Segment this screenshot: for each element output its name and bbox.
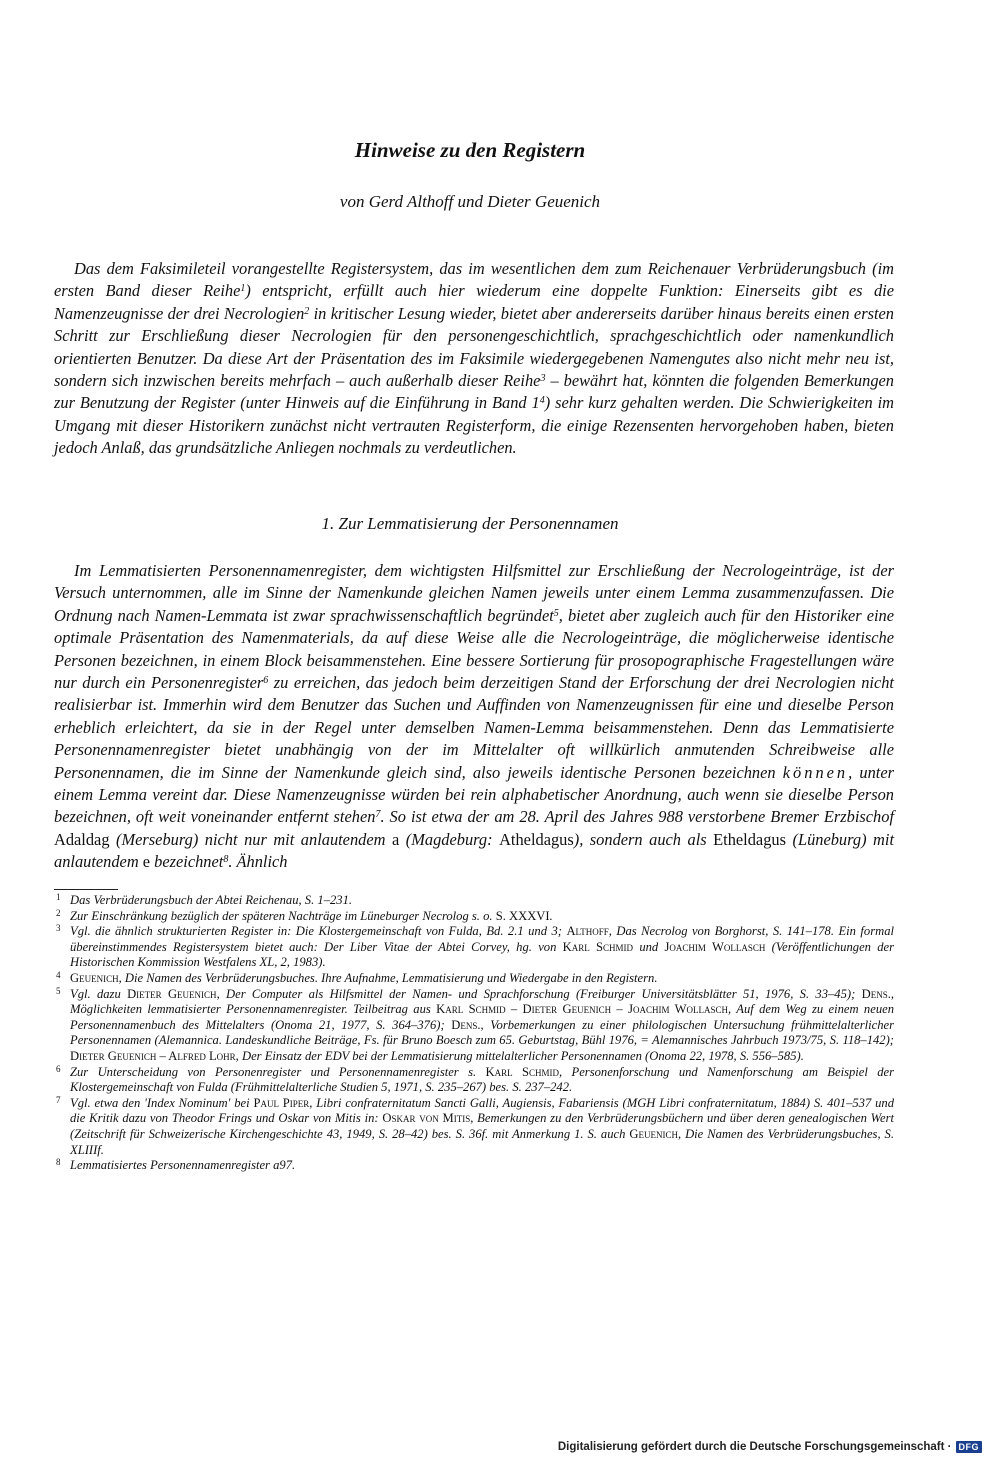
text-run: , Auf dem Weg zu einem neuen Personennamenbuch des Mittelalters (Onoma 21, 1977, S. 364–376);	[70, 1002, 895, 1032]
text-run: Vgl. die ähnlich strukturierten Register in: Die Klostergemeinschaft von Fulda, Bd. 2.1 und 3;	[70, 924, 567, 939]
page-title: Hinweise zu den Registern	[354, 138, 586, 162]
text-run: Lemmatisiertes Personennamenregister a97.	[70, 1158, 296, 1173]
footnote-marker: 5	[553, 607, 559, 619]
footnote-marker: 6	[263, 675, 269, 687]
text-run: ), sondern auch als	[573, 829, 714, 849]
footnote-number: 1	[56, 892, 61, 902]
text-run: .	[549, 908, 553, 923]
text-run: Im Lemmatisierten Personennamenregister, dem wichtigsten Hilfsmittel zur Erschließung der Necrologeinträge, ist der Versuch unternommen, alle im Sinne der Namenkunde gleichen Namen jeweils unter einem Lemma zusammenzufassen. Die Ordnung nach Namen-Lemmata ist zwar sprachwissenschaftlich begründet	[54, 561, 894, 625]
text-run: Zur Einschränkung bezüglich der späteren Nachträge im Lüneburger Necrolog s. o.	[70, 908, 496, 923]
text-run: Vgl. dazu	[70, 986, 128, 1001]
text-run: , unter einem Lemma vereint dar. Diese Namenzeugnisse würden bei rein alphabetischer Anordnung, auch wenn sie dieselbe Person bezeichnen, oft weit voneinander entfernt stehen	[54, 762, 895, 827]
author-name: Althoff	[566, 924, 609, 939]
text-run: (Lüneburg) mit anlautendem	[54, 829, 895, 872]
footnote	[54, 1158, 894, 1174]
author-name: Geuenich	[629, 1126, 678, 1141]
intro-section	[54, 258, 894, 460]
author-name: Karl Schmid	[562, 939, 634, 954]
authors-line: von Gerd Althoff und Dieter Geuenich	[339, 192, 601, 211]
footnote-marker: 4	[539, 395, 545, 407]
footnote	[54, 893, 894, 909]
text-run: . So ist etwa der am 28. April des Jahres 988 verstorbene Bremer Erzbischof	[380, 807, 894, 827]
dfg-logo: DFG	[956, 1441, 983, 1453]
text-run: – bewährt hat, könnten die folgenden Bemerkungen zur Benutzung der Register (unter Hinweis auf die Einführung in Band 1	[54, 371, 894, 413]
footnote-number: 2	[56, 907, 61, 918]
source-name: a	[391, 829, 400, 849]
text-run: , Der Einsatz der EDV bei der Lemmatisierung mittelalterlicher Personennamen (Onoma 22, 1978, S. 556–585).	[235, 1048, 804, 1063]
text-run: , Möglichkeiten lemmatisierter Personennamenregister. Teilbeitrag aus	[70, 986, 895, 1017]
footnote-divider	[54, 889, 118, 890]
footnote-number: 7	[56, 1094, 61, 1105]
text-run: (Merseburg) nicht nur mit anlautendem	[109, 829, 392, 849]
body-paragraph	[54, 560, 894, 874]
footnote-number: 3	[56, 923, 61, 934]
source-name: S. XXXVI	[495, 908, 550, 923]
author-name: Dieter Geuenich	[127, 986, 217, 1001]
source-name: e	[142, 852, 151, 872]
intro-paragraph	[54, 258, 894, 460]
text-run: bezeichnet	[150, 852, 224, 872]
text-run: Vgl. etwa den 'Index Nominum' bei	[70, 1095, 254, 1110]
source-name: Atheldagus	[499, 829, 574, 849]
text-run: , Der Computer als Hilfsmittel der Namen- und Sprachforschung (Freiburger Universitätsblätter 51, 1976, S. 33–45);	[216, 986, 862, 1001]
text-run: , Die Namen des Verbrüderungsbuches. Ihre Aufnahme, Lemmatisierung und Wiedergabe in den Registern.	[118, 970, 658, 985]
author-name: Joachim Wollasch	[664, 939, 766, 954]
footnotes	[54, 893, 894, 1174]
footer-text: Digitalisierung gefördert durch die Deutsche Forschungsgemeinschaft ·	[557, 1441, 952, 1453]
footnote	[54, 909, 894, 925]
footnote	[54, 971, 894, 987]
spaced-emphasis: können	[782, 762, 849, 782]
author-name: Dens.	[451, 1017, 481, 1032]
footnote-marker: 2	[304, 305, 310, 317]
text-run: , Die Namen des Verbrüderungsbuches, S. XLIIIf.	[70, 1126, 895, 1157]
footnote-number: 4	[56, 969, 61, 980]
source-name: Adaldag	[54, 829, 110, 849]
source-name: Etheldagus	[713, 829, 786, 849]
text-run: (Magdeburg:	[399, 829, 500, 849]
text-run: Das dem Faksimileteil vorangestellte Registersystem, das im wesentlichen dem zum Reichenauer Verbrüderungsbuch (im ersten Band dieser Reihe	[54, 259, 894, 301]
text-run: , Personenforschung und Namenforschung am Beispiel der Klostergemeinschaft von Fulda (Frühmittelalterliche Studien 5, 1971, S. 235–267) bes. S. 237–242.	[70, 1064, 895, 1095]
author-name: Geuenich	[70, 970, 119, 985]
text-run: Zur Unterscheidung von Personenregister und Personennamenregister s.	[70, 1064, 486, 1079]
text-run: Das Verbrüderungsbuch der Abtei Reichenau, S. 1–231.	[70, 893, 353, 907]
footnote	[54, 1096, 894, 1158]
footnote-marker: 7	[375, 809, 381, 821]
text-run: ) sehr kurz gehalten werden. Die Schwierigkeiten im Umgang mit dieser Historikern zunächst nicht vertrauten Registerform, die einige Rezensenten hervorgehoben haben, bieten jedoch Anlaß, das grundsätzliche Anliegen nochmals zu verdeutlichen.	[54, 393, 894, 458]
footnote	[54, 1065, 894, 1096]
text-run: , Bemerkungen zu den Verbrüderungsbüchern und über deren genealogischen Wert (Zeitschrift für Schweizerische Kirchengeschichte 43, 1949, S. 28–42) bes. S. 36f. mit Anmerkung 1. S. auch	[70, 1111, 895, 1141]
body-section	[54, 560, 894, 874]
text-run: ) entspricht, erfüllt auch hier wiederum eine doppelte Funktion: Einerseits gibt es die Namenzeugnisse der drei Necrologien	[54, 281, 894, 323]
footnote-number: 6	[56, 1063, 61, 1074]
footnote	[54, 924, 894, 971]
author-name: Dieter Geuenich – Alfred Lohr	[70, 1048, 236, 1063]
section-heading: 1. Zur Lemmatisierung der Personennamen	[321, 514, 619, 533]
author-name: Dens.	[861, 986, 891, 1001]
footnote-marker: 8	[223, 854, 229, 866]
text-run: und	[633, 939, 665, 954]
author-name: Karl Schmid	[485, 1064, 559, 1079]
footnote-marker: 1	[240, 283, 246, 295]
text-run: zu erreichen, das jedoch beim derzeitigen Stand der Erforschung der drei Necrologien nicht realisierbar ist. Immerhin wird dem Benutzer das Suchen und Auffinden von Namenzeugnissen für eine und dieselbe Person erheblich erleichtert, da sie in der Regel unter demselben Namen-Lemma beisammenstehen. Denn das Lemmatisierte Personennamenregister bietet unabhängig von der im Mittelalter oft willkürlich anmutenden Schreibweise alle Personennamen, die im Sinne der Namenkunde gleich sind, also jeweils identische Personen bezeichnen	[54, 673, 894, 782]
author-name: Paul Piper	[253, 1095, 310, 1110]
text-run: , Libri confraternitatum Sancti Galli, Augiensis, Fabariensis (MGH Libri confraternitatum, 1884) S. 401–537 und die Kritik dazu von Theodor Frings und Oskar von Mitis in:	[70, 1095, 894, 1126]
author-name: Oskar von Mitis	[382, 1111, 471, 1126]
author-name: Karl Schmid – Dieter Geuenich – Joachim Wollasch	[436, 1002, 728, 1017]
footer-credit	[558, 1441, 982, 1453]
text-run: (Veröffentlichungen der Historischen Kommission Westfalens XL, 2, 1983).	[70, 939, 895, 970]
footnote-marker: 3	[540, 373, 546, 385]
text-run: . Ähnlich	[228, 852, 288, 872]
text-run: in kritischer Lesung wieder, bietet aber andererseits darüber hinaus bereits einen ersten Schritt zur Erschließung dieser Necrologien für den personengeschichtlich, sprachgeschichtlich oder namenkundlich orientierten Benutzer. Da diese Art der Präsentation des im Faksimile wiedergegebenen Namengutes also nicht mehr neu ist, sondern sich inzwischen bereits mehrfach – auch außerhalb dieser Reihe	[54, 303, 894, 391]
footnote-number: 8	[56, 1157, 61, 1168]
footnote	[54, 987, 894, 1065]
footnote-number: 5	[56, 985, 61, 996]
text-run: , Das Necrolog von Borghorst, S. 141–178. Ein formal übereinstimmendes Registersystem bietet auch: Der Liber Vitae der Abtei Corvey, hg. von	[70, 924, 894, 954]
text-run: , bietet aber zugleich auch für den Historiker eine optimale Präsentation des Namenmaterials, da auf diese Weise alle die Necrologeinträge, die möglicherweise identische Personen bezeichnen, in einem Block beisammenstehen. Eine bessere Sortierung für prosopographische Fragestellungen wäre nur durch ein Personenregister	[54, 605, 894, 693]
text-run: , Vorbemerkungen zu einer philologischen Untersuchung frühmittelalterlicher Personennamen (Alemannica. Landeskundliche Beiträge, Fs. für Bruno Boesch zum 65. Geburtstag, Bühl 1976, = Alemannisches Jahrbuch 1973/75, S. 118–142);	[70, 1017, 895, 1048]
